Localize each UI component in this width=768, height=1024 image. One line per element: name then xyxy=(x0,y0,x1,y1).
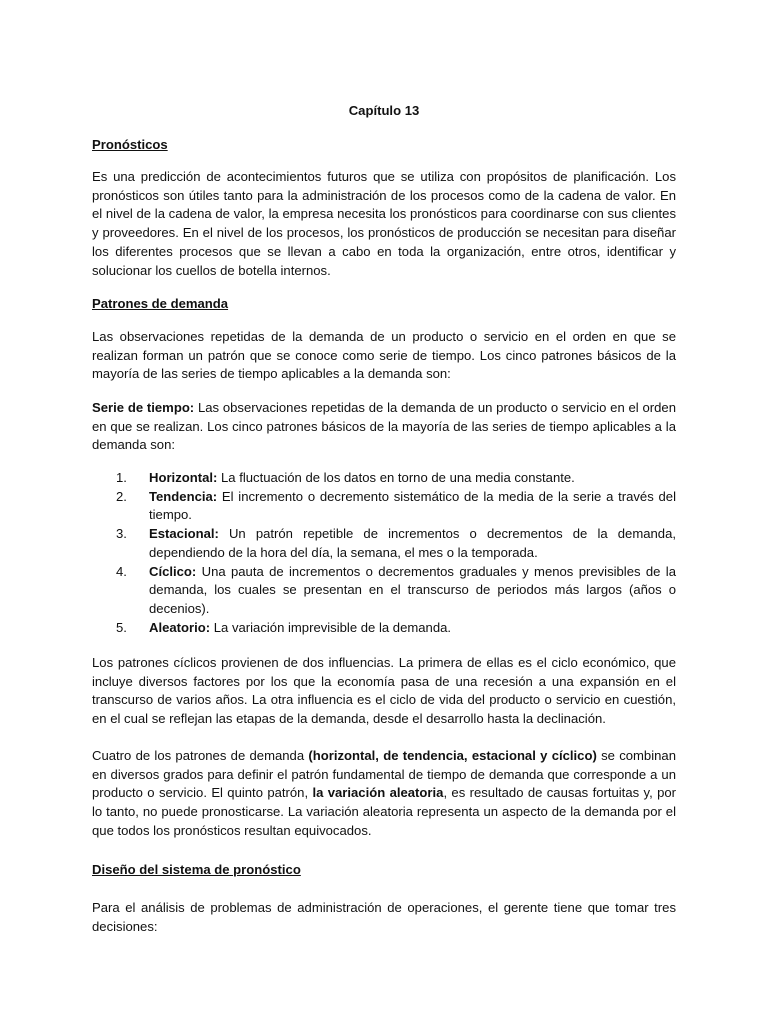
list-term: Aleatorio: xyxy=(149,619,211,635)
list-item xyxy=(92,469,676,488)
section-diseno xyxy=(92,861,676,880)
paragraph: Las observaciones repetidas de la demanda de un producto o servicio en el orden en que se realizan forman un patrón que se conoce como serie de tiempo. Los cinco patrones básicos de la mayoría de las series de tiempo aplicables a la demanda son: xyxy=(92,329,676,382)
list-text: El incremento o decremento sistemático de la media de la serie a través del tiempo. xyxy=(149,488,676,523)
list-text: La variación imprevisible de la demanda. xyxy=(210,619,452,635)
list-item xyxy=(92,619,676,638)
section-heading: Diseño del sistema de pronóstico xyxy=(92,862,301,877)
section-patrones xyxy=(92,295,676,314)
definition-term: Serie de tiempo: xyxy=(92,400,195,415)
text-run: se combinan en diversos grados para definir el patrón fundamental de tiempo de demanda que corresponde a un producto o servicio. El quinto patrón, xyxy=(92,748,676,801)
list-item xyxy=(92,563,676,619)
paragraph: Para el análisis de problemas de administración de operaciones, el gerente tiene que tomar tres decisiones: xyxy=(92,900,676,934)
definition-text: Las observaciones repetidas de la demanda de un producto o servicio en el orden en que se realizan. Los cinco patrones básicos de la mayoría de las series de tiempo aplicables a la demanda son: xyxy=(92,400,676,453)
section-heading: Patrones de demanda xyxy=(92,296,229,311)
text-run: Cuatro de los patrones de demanda xyxy=(92,748,309,763)
paragraph-block xyxy=(92,328,676,384)
list-text: Un patrón repetible de incrementos o decrementos de la demanda, dependiendo de la hora del día, la semana, el mes o la temporada. xyxy=(149,526,676,560)
list-item xyxy=(92,488,676,525)
section-heading: Pronósticos xyxy=(92,137,168,152)
section-pronosticos xyxy=(92,136,676,155)
patterns-list-block xyxy=(92,469,676,637)
definition-paragraph xyxy=(92,399,676,455)
list-number: 2. xyxy=(116,488,127,504)
paragraph xyxy=(92,747,676,841)
cyclic-block xyxy=(92,654,676,729)
text-run: , es resultado de causas fortuitas y, por lo tanto, no puede pronosticarse. La variación aleatoria representa un aspecto de la demanda por el que todos los pronósticos resultan equivocados. xyxy=(92,785,676,838)
chapter-title: Capítulo 13 xyxy=(348,103,420,118)
list-number: 1. xyxy=(116,470,127,485)
list-number: 4. xyxy=(116,563,127,579)
section-body xyxy=(92,168,676,280)
list-number: 5. xyxy=(116,619,127,635)
list-item xyxy=(92,525,676,562)
list-text: La fluctuación de los datos en torno de una media constante. xyxy=(217,470,575,485)
definition-block xyxy=(92,399,676,455)
list-text: Una pauta de incrementos o decrementos graduales y menos previsibles de la demanda, los cuales se presentan en el transcurso de periodos más largos (años o decenios). xyxy=(149,563,676,616)
list-term: Cíclico: xyxy=(149,563,197,579)
list-term: Estacional: xyxy=(149,526,219,542)
list-term: Tendencia: xyxy=(149,488,218,504)
list-number: 3. xyxy=(116,526,127,542)
list-term: Horizontal: xyxy=(149,470,218,485)
bold-run: (horizontal, de tendencia, estacional y cíclico) xyxy=(308,748,597,763)
patterns-list xyxy=(92,469,676,637)
bold-run: la variación aleatoria xyxy=(312,785,444,801)
paragraph-block xyxy=(92,899,676,936)
paragraph: Es una predicción de acontecimientos futuros que se utiliza con propósitos de planificación. Los pronósticos son útiles tanto para la administración de los procesos como de la cadena de valor. En el nivel de la cadena de valor, la empresa necesita los pronósticos para coordinarse con sus clientes y proveedores. En el nivel de los procesos, los pronósticos de producción se necesitan para diseñar los diferentes procesos que se llevan a cabo en toda la organización, entre otros, identificar y solucionar los cuellos de botella internos. xyxy=(92,169,676,278)
paragraph: Los patrones cíclicos provienen de dos influencias. La primera de ellas es el ciclo económico, que incluye diversos factores por los que la economía pasa de una recesión a una expansión en el transcurso de varios años. La otra influencia es el ciclo de vida del producto o servicio en cuestión, en el cual se reflejan las etapas de la demanda, desde el desarrollo hasta la declinación. xyxy=(92,655,676,727)
combination-block xyxy=(92,747,676,841)
